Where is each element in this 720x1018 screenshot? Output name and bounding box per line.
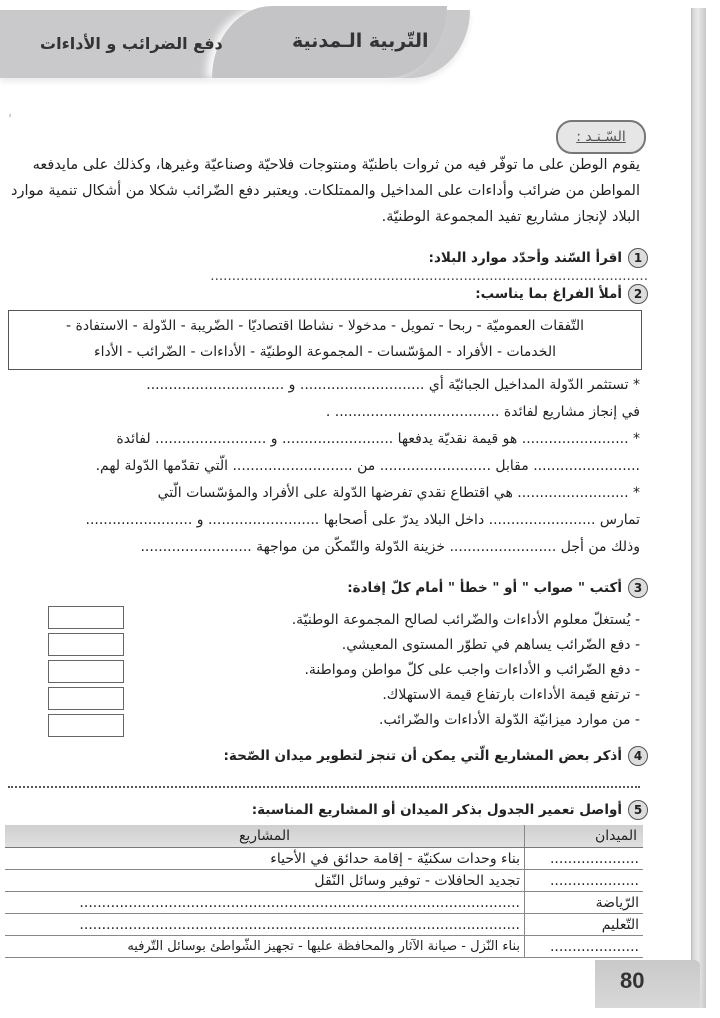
table-row [5, 914, 643, 936]
question-5 [8, 800, 648, 820]
question-4-answer-line[interactable] [8, 784, 640, 788]
question-2 [8, 284, 648, 304]
question-1-text: اقرأ السّند وأحدّد موارد البلاد: [428, 250, 622, 266]
subject-title: التّربية الـمدنية [292, 30, 429, 52]
table-row [5, 936, 643, 958]
question-number-icon: 4 [628, 746, 648, 766]
question-4 [8, 746, 648, 766]
answer-box[interactable] [48, 660, 124, 683]
field-cell: الرّياضة [525, 892, 644, 914]
projects-cell: تجديد الحافلات - توفير وسائل النّقل [5, 870, 525, 892]
answer-box[interactable] [48, 633, 124, 656]
table-row [5, 848, 643, 870]
answer-box[interactable] [48, 606, 124, 629]
projects-cell: بناء النّزل - صيانة الآثار والمحافظة عليها - تجهيز الشّواطئ بوسائل التّرفيه [5, 936, 525, 958]
statement: - دفع الضّرائب يساهم في تطوّر المستوى المعيشي. [341, 637, 640, 653]
projects-table [5, 825, 643, 958]
word-bank-line: الخدمات - الأفراد - المؤسّسات - المجموعة الوطنيّة - الأداءات - الضّرائب - الأداء [94, 344, 556, 360]
fill-line[interactable]: * تستثمر الدّولة المداخيل الجبائيّة أي ............................ و ............................... [146, 377, 640, 393]
question-number-icon: 5 [628, 800, 648, 820]
sanad-paragraph: يقوم الوطن على ما توفّر فيه من ثروات باطنيّة ومنتوجات فلاحيّة وصناعيّة وغيرها، وكذلك على مايدفعه المواطن من ضرائب وأداءات على المداخيل والممتلكات. ويعتبر دفع الضّرائب شكلا من أشكال تنمية موارد البلاد لإنجاز مشاريع تفيد المجموعة الوطنيّة. [11, 157, 640, 225]
table-header-row [5, 825, 643, 848]
statement: - يُستغلّ معلوم الأداءات والضّرائب لصالح المجموعة الوطنيّة. [291, 612, 640, 628]
true-false-statements [180, 608, 640, 733]
question-number-icon: 1 [628, 248, 648, 268]
question-5-text: أواصل تعمير الجدول بذكر الميدان أو المشاريع المناسبة: [251, 802, 622, 818]
word-bank-line: التّفقات العموميّة - ربحا - تمويل - مدخولا - نشاطا اقتصاديّا - الضّريبة - الدّولة - الاستفادة - [65, 318, 585, 334]
header-field: الميدان [525, 825, 644, 848]
page-number-box [595, 960, 700, 1008]
table-row [5, 892, 643, 914]
field-cell[interactable]: .................... [525, 936, 644, 958]
statement: - من موارد ميزانيّة الدّولة الأداءات والضّرائب. [379, 712, 640, 728]
lesson-title: دفع الضرائب و الأداءات [40, 34, 223, 53]
statement: - ترتفع قيمة الأداءات بارتفاع قيمة الاستهلاك. [382, 687, 640, 703]
answer-box[interactable] [48, 714, 124, 737]
question-3-text: أكتب " صواب " أو " خطأ " أمام كلّ إفادة: [347, 580, 622, 596]
statement: - دفع الضّرائب و الأداءات واجب على كلّ مواطن ومواطنة. [304, 662, 640, 678]
projects-cell: بناء وحدات سكنيّة - إقامة حدائق في الأحياء [5, 848, 525, 870]
question-4-text: أذكر بعض المشاريع الّتي يمكن أن تنجز لتطوير ميدان الصّحة: [223, 748, 622, 764]
question-3 [8, 578, 648, 598]
page-number: 80 [620, 968, 645, 993]
header-projects: المشاريع [5, 825, 525, 848]
sanad-label: السّـنـد : [556, 120, 646, 154]
field-cell: التّعليم [525, 914, 644, 936]
projects-cell[interactable]: ................................................................................................... [5, 892, 525, 914]
fill-line[interactable]: ........................ مقابل ......................... من ........................... الّتي تقدّمها الدّولة لهم. [95, 458, 640, 474]
field-cell[interactable]: .................... [525, 870, 644, 892]
fill-line[interactable]: وذلك من أجل ........................ خزينة الدّولة والتّمكّن من مواجهة ......................... [140, 539, 640, 555]
table-row [5, 870, 643, 892]
projects-cell[interactable]: ................................................................................................... [5, 914, 525, 936]
question-number-icon: 2 [628, 284, 648, 304]
page-edge-bar [691, 8, 706, 1008]
answer-box[interactable] [48, 687, 124, 710]
question-1 [8, 248, 648, 284]
question-1-answer-blank[interactable]: ...................................................................................................... [210, 268, 648, 284]
fill-line[interactable]: تمارس ........................ داخل البلاد يدرّ على أصحابها ......................... و ........................ [85, 512, 640, 528]
fill-line[interactable]: * ........................ هو قيمة نقديّة يدفعها ......................... و ......................... لفائدة [116, 431, 640, 447]
field-cell[interactable]: .................... [525, 848, 644, 870]
fill-line[interactable]: * ......................... هي اقتطاع نقدي تفرضها الدّولة على الأفراد والمؤسّسات الّتي [157, 485, 640, 501]
fill-in-blanks [8, 372, 640, 561]
word-bank [8, 310, 642, 370]
question-2-text: أملأ الفراغ بما يناسب: [475, 286, 622, 302]
scan-mark-icon: ʻ [8, 112, 13, 128]
question-number-icon: 3 [628, 578, 648, 598]
fill-line[interactable]: في إنجاز مشاريع لفائدة ..................................... . [325, 404, 640, 420]
answer-boxes [48, 606, 124, 741]
